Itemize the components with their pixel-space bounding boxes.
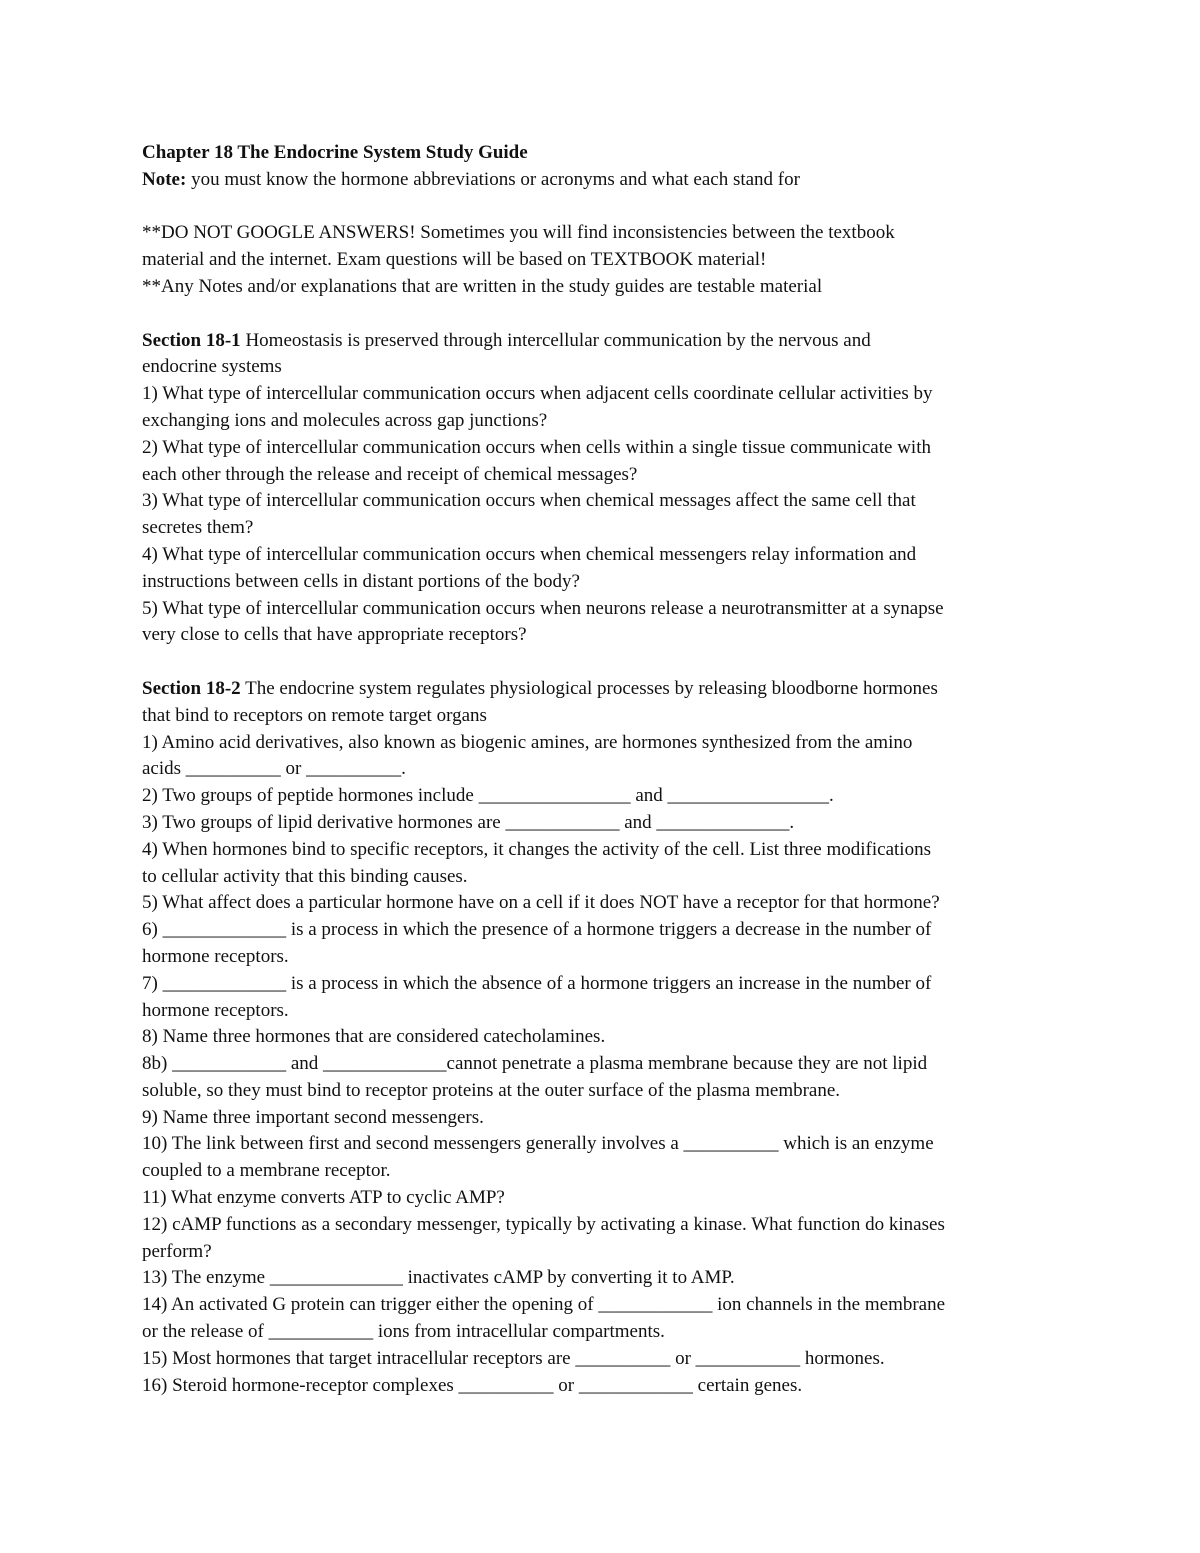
question-line: 12) cAMP functions as a secondary messenger, typically by activating a kinase. What function do kinases (142, 1213, 945, 1235)
question-line: secretes them? (142, 517, 254, 539)
section-18-2 (142, 676, 1062, 1400)
section-heading-cont: endocrine systems (142, 356, 282, 378)
question-line: 3) What type of intercellular communication occurs when chemical messages affect the same cell that (142, 490, 916, 512)
question-line: each other through the release and receipt of chemical messages? (142, 463, 638, 485)
warning-line: **DO NOT GOOGLE ANSWERS! Sometimes you will find inconsistencies between the textbook (142, 222, 895, 244)
question-line: 10) The link between first and second messengers generally involves a __________ which is an enzyme (142, 1133, 934, 1155)
question-line: hormone receptors. (142, 999, 289, 1021)
section-label: Section 18-1 (142, 329, 241, 351)
question-line: to cellular activity that this binding causes. (142, 865, 468, 887)
question-line: 16) Steroid hormone-receptor complexes __________ or ____________ certain genes. (142, 1374, 803, 1396)
question-line: 7) _____________ is a process in which the absence of a hormone triggers an increase in the number of (142, 972, 932, 994)
question-line: or the release of ___________ ions from intracellular compartments. (142, 1321, 665, 1343)
question-line: perform? (142, 1240, 212, 1262)
section-18-1 (142, 328, 1062, 650)
spacer (142, 649, 1062, 676)
section-heading-cont: that bind to receptors on remote target organs (142, 704, 487, 726)
question-line: soluble, so they must bind to receptor proteins at the outer surface of the plasma membrane. (142, 1079, 841, 1101)
question-line: exchanging ions and molecules across gap junctions? (142, 409, 548, 431)
study-guide-page (142, 140, 1062, 1399)
question-line: hormone receptors. (142, 945, 289, 967)
question-line: 8b) ____________ and _____________cannot penetrate a plasma membrane because they are not lipid (142, 1053, 928, 1075)
question-line: 11) What enzyme converts ATP to cyclic AMP? (142, 1187, 505, 1209)
question-line: instructions between cells in distant portions of the body? (142, 570, 580, 592)
question-line: 9) Name three important second messengers. (142, 1106, 484, 1128)
page-title: Chapter 18 The Endocrine System Study Guide (142, 142, 528, 163)
section-label: Section 18-2 (142, 677, 241, 699)
question-line: 15) Most hormones that target intracellular receptors are __________ or ___________ hormones. (142, 1347, 885, 1369)
spacer (142, 301, 1062, 328)
question-line: 3) Two groups of lipid derivative hormones are ____________ and ______________. (142, 811, 795, 833)
question-line: 2) Two groups of peptide hormones include ________________ and _________________. (142, 785, 834, 807)
note-text: you must know the hormone abbreviations or acronyms and what each stand for (186, 168, 800, 190)
question-line: 4) What type of intercellular communication occurs when chemical messengers relay information and (142, 543, 917, 565)
question-line: 5) What affect does a particular hormone have on a cell if it does NOT have a receptor for that hormone? (142, 892, 940, 914)
note-line (142, 167, 1062, 194)
warning-line: **Any Notes and/or explanations that are written in the study guides are testable material (142, 275, 823, 297)
warning-line: material and the internet. Exam questions will be based on TEXTBOOK material! (142, 249, 767, 271)
question-line: 4) When hormones bind to specific receptors, it changes the activity of the cell. List three modifications (142, 838, 931, 860)
question-line: 2) What type of intercellular communication occurs when cells within a single tissue communicate with (142, 436, 931, 458)
question-line: very close to cells that have appropriate receptors? (142, 624, 527, 646)
note-label: Note: (142, 168, 187, 190)
question-line: 14) An activated G protein can trigger either the opening of ____________ ion channels in the membrane (142, 1294, 946, 1316)
question-line: 5) What type of intercellular communication occurs when neurons release a neurotransmitter at a synapse (142, 597, 944, 619)
question-line: coupled to a membrane receptor. (142, 1160, 391, 1182)
question-line: 13) The enzyme ______________ inactivates cAMP by converting it to AMP. (142, 1267, 735, 1289)
question-line: acids __________ or __________. (142, 758, 406, 780)
question-line: 1) What type of intercellular communication occurs when adjacent cells coordinate cellular activities by (142, 383, 933, 405)
section-heading: Section 18-2 The endocrine system regulates physiological processes by releasing bloodborne hormones (142, 677, 938, 699)
spacer (142, 194, 1062, 221)
question-line: 8) Name three hormones that are considered catecholamines. (142, 1026, 606, 1048)
question-line: 6) _____________ is a process in which the presence of a hormone triggers a decrease in the number of (142, 919, 932, 941)
question-line: 1) Amino acid derivatives, also known as biogenic amines, are hormones synthesized from the amino (142, 731, 913, 753)
section-heading: Section 18-1 Homeostasis is preserved through intercellular communication by the nervous and (142, 329, 871, 351)
